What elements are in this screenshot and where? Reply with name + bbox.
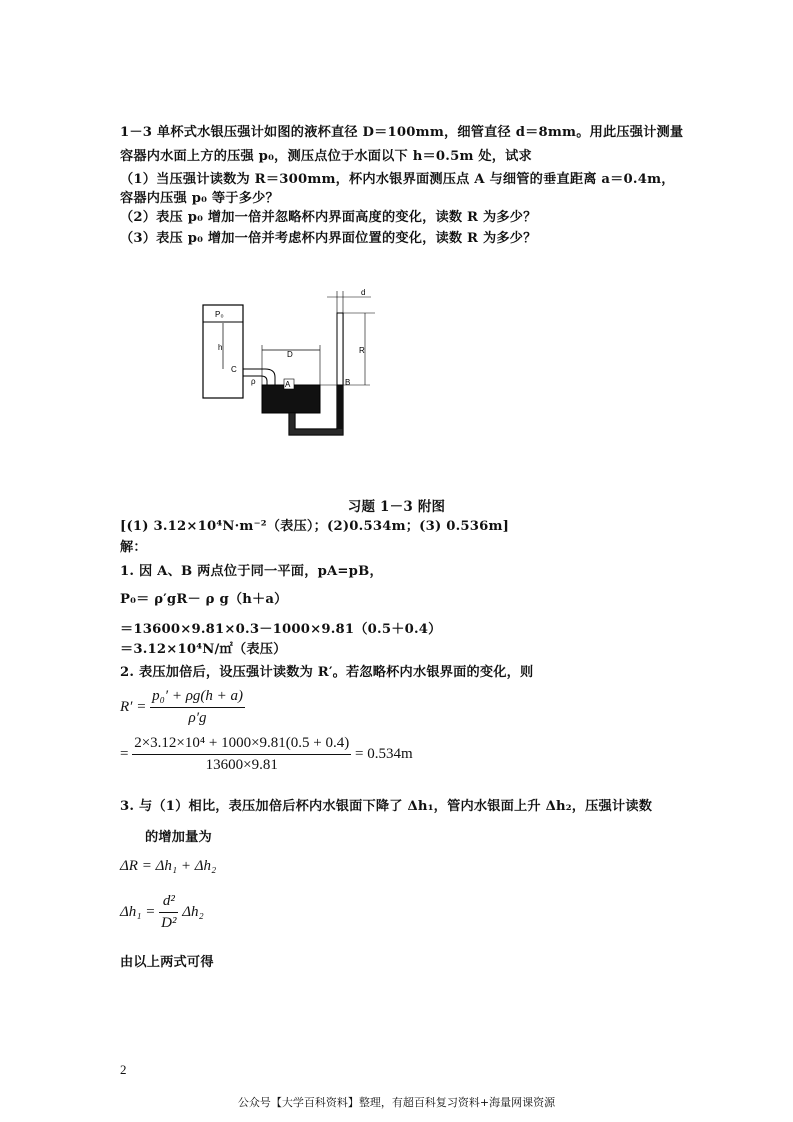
label-p0: P₀ (215, 310, 224, 319)
step3-equation-1: ΔR = Δh₁ + Δh₂ (120, 858, 217, 874)
label-R: R (359, 346, 365, 355)
eq2-result: = 0.534m (355, 746, 413, 762)
eq2-fraction (132, 735, 351, 774)
eq3-lhs: Δh₁ = (120, 904, 156, 920)
label-d: d (361, 288, 366, 297)
step2-equation-2 (120, 735, 413, 774)
eq3-rhs: Δh₂ (182, 904, 204, 920)
eq3-fraction (159, 893, 178, 932)
figure-caption: 习题 1－3 附图 (347, 499, 446, 515)
manometer-figure (195, 285, 385, 450)
eq1-fraction (150, 688, 245, 727)
connecting-pipe-outer (243, 369, 275, 385)
eq2-denominator: 13600×9.81 (205, 757, 278, 773)
step3-line-2: 的增加量为 (145, 830, 212, 845)
problem-line-2: 容器内水面上方的压强 p₀，测压点位于水面以下 h＝0.5m 处，试求 (120, 149, 532, 164)
footer-text: 公众号【大学百科资料】整理，有超百科复习资料+海量网课资源 (237, 1096, 556, 1109)
step1-calc1: ＝13600×9.81×0.3－1000×9.81（0.5＋0.4） (120, 622, 442, 637)
step1-calc2: ＝3.12×10⁴N/㎡（表压） (120, 642, 287, 657)
problem-line-3: （1）当压强计读数为 R＝300mm，杯内水银界面测压点 A 与细管的垂直距离 a＝0.4m， (120, 172, 675, 187)
thin-tube (337, 313, 343, 385)
step3-equation-2 (120, 893, 204, 932)
problem-line-4: 容器内压强 p₀ 等于多少？ (120, 191, 279, 206)
eq2-numerator: 2×3.12×10⁴ + 1000×9.81(0.5 + 0.4) (132, 735, 351, 755)
solution-label: 解： (120, 540, 147, 555)
eq2-prefix: = (120, 746, 129, 762)
step1-formula: P₀＝ ρ′gR－ ρ g（h＋a） (120, 592, 288, 607)
label-D: D (287, 350, 293, 359)
label-B: B (345, 378, 351, 387)
eq1-denominator: ρ′g (188, 710, 207, 726)
page-number: 2 (120, 1062, 127, 1077)
step3-line-1: 3. 与（1）相比，表压加倍后杯内水银面下降了 Δh₁，管内水银面上升 Δh₂，压强计读数 (120, 799, 653, 814)
step2-line: 2. 表压加倍后，设压强计读数为 R′。若忽略杯内水银界面的变化，则 (120, 665, 534, 680)
step1-line: 1. 因 A、B 两点位于同一平面，pA=pB， (120, 564, 383, 579)
label-h: h (218, 343, 223, 352)
problem-line-1: 1－3 单杯式水银压强计如图的液杯直径 D＝100mm，细管直径 d＝8mm。用此压强计测量 (120, 125, 684, 140)
answer-line: [(1) 3.12×10⁴N·m⁻²（表压）；(2)0.534m；(3) 0.536m] (120, 519, 510, 534)
label-C: C (231, 365, 237, 374)
eq3-numerator: d² (159, 893, 178, 913)
problem-line-5: （2）表压 p₀ 增加一倍并忽略杯内界面高度的变化，读数 R 为多少？ (120, 210, 537, 225)
eq1-numerator: p₀′ + ρg(h + a) (150, 688, 245, 708)
u-tube-outer (289, 313, 343, 435)
eq1-lhs: R′ = (120, 699, 147, 715)
step3-conclusion: 由以上两式可得 (120, 955, 214, 970)
label-A: A (285, 380, 291, 389)
eq3-denominator: D² (161, 915, 177, 931)
step2-equation-1 (120, 688, 245, 727)
label-rho: ρ (251, 377, 256, 386)
problem-line-6: （3）表压 p₀ 增加一倍并考虑杯内界面位置的变化，读数 R 为多少？ (120, 231, 537, 246)
